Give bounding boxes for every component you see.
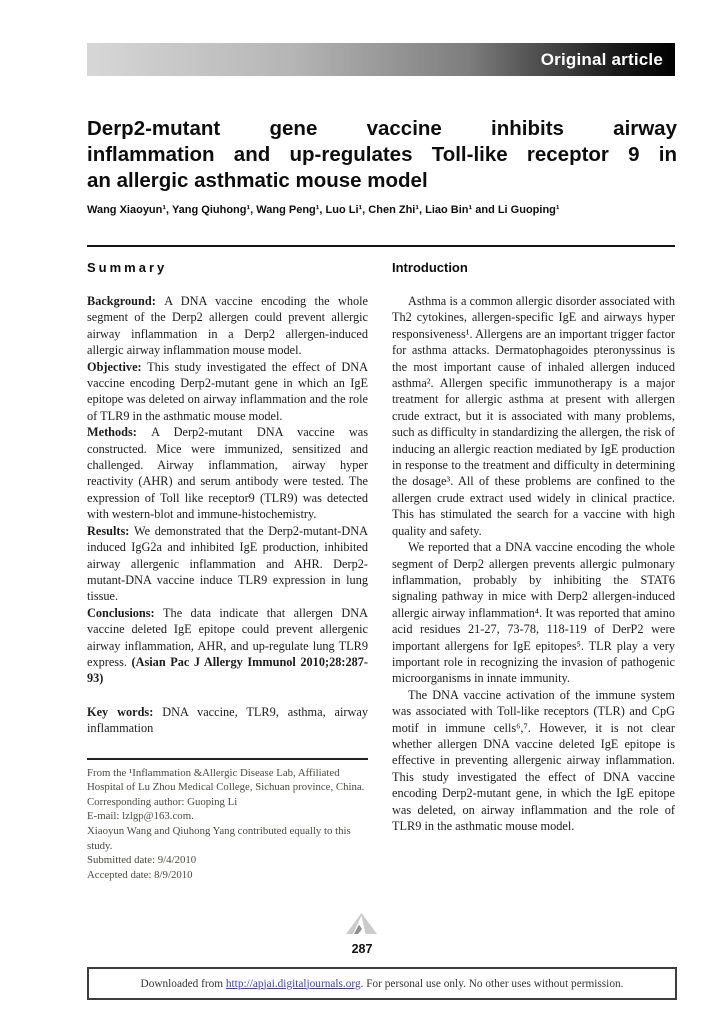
summary-objective-paragraph (87, 359, 368, 425)
two-column-body (87, 260, 677, 882)
summary-conclusions-text: The data indicate that allergen DNA vaccine deleted IgE epitope could prevent allergenic airway inflammation, AHR, and up-regulate lung TLR9 express. (87, 605, 368, 669)
download-notice-prefix: Downloaded from (140, 977, 226, 990)
introduction-paragraph-3: The DNA vaccine activation of the immune system was associated with Toll-like receptors (TLR) and CpG motif in immune cells⁶,⁷. However, it is not clear whether allergen DNA vaccine deleted IgE epitope is effective in preventing allergenic airway inflammation. This study investigated the effect of DNA vaccine encoding Derp2-mutant gene, in which the IgE epitope was deleted, on airway inflammation and the role of TLR9 in the asthmatic mouse model. (392, 687, 675, 833)
journal-site-link[interactable]: http://apjai.digitaljournals.org (225, 977, 361, 990)
summary-background-text: A DNA vaccine encoding the whole segment of the Derp2 allergen could prevent allergic airway inflammation in a Derp2 allergen-induced allergic airway inflammation mouse model. (87, 294, 368, 358)
download-notice-text (141, 978, 624, 990)
footnote-email: E-mail: lzlgp@163.com. (87, 810, 194, 823)
summary-methods-text: A Derp2-mutant DNA vaccine was constructed. Mice were immunized, sensitized and challenged. Airway inflammation, airway hyper reactivity (AHR) and serum antibody were tested. The expression of Toll like receptor9 (TLR9) was detected with western-blot and immune-histochemistry. (87, 425, 368, 522)
article-title-line-2: inflammation and up-regulates Toll-like receptor 9 in (87, 143, 677, 166)
summary-methods-label: Methods: (87, 425, 152, 440)
summary-column (87, 260, 368, 882)
introduction-paragraph-1: Asthma is a common allergic disorder associated with Th2 cytokines, allergen-specific IgE and airways hyper responsiveness¹. Allergens are an important trigger factor for asthma attacks. Dermatophagoides pteronyssinus is the most important cause of inhaled allergen induced asthma². Allergen specific immunotherapy is a major treatment for allergic asthma at present with allergen crude extract, but it is associated with many problems, such as difficulty in standardizing the allergen, the risk of inducing an allergic reaction mediated by IgE production in response to the treatment and difficulty in determining the dosage³. All of these problems are confined to the allergen crude extract used widely in clinical practice. This has stimulated the search for a vaccine with high quality and safety. (392, 294, 675, 538)
article-title (87, 116, 677, 194)
download-notice-box (87, 967, 677, 1000)
footnote-submitted-date: Submitted date: 9/4/2010 (87, 854, 197, 867)
summary-results-label: Results: (87, 523, 134, 538)
summary-objective-text: This study investigated the effect of DNA vaccine encoding Derp2-mutant gene in which an IgE epitope was deleted on airway inflammation and the role of TLR9 in the asthmatic mouse model. (87, 359, 368, 423)
footnote-divider-rule (87, 758, 368, 760)
summary-background-paragraph (87, 293, 368, 359)
journal-citation: (Asian Pac J Allergy Immunol 2010;28:287-93) (87, 654, 369, 686)
article-type-label: Original article (540, 49, 663, 69)
author-list: Wang Xiaoyun¹, Yang Qiuhong¹, Wang Peng¹, Luo Li¹, Chen Zhi¹, Liao Bin¹ and Li Guoping¹ (87, 204, 560, 216)
article-title-line-3: an allergic asthmatic mouse model (87, 169, 428, 192)
summary-conclusions-paragraph (87, 605, 368, 687)
page-content (87, 0, 677, 882)
footnote-block (87, 766, 368, 883)
summary-conclusions-label: Conclusions: (87, 605, 164, 620)
keywords-paragraph (87, 704, 368, 737)
summary-results-text: We demonstrated that the Derp2-mutant-DNA induced IgG2a and inhibited IgE production, inhibited airway allergenic inflammation and AHR. Derp2-mutant-DNA vaccine induce TLR9 expression in lung tissue. (87, 523, 368, 604)
footnote-affiliation: From the ¹Inflammation &Allergic Disease Lab, Affiliated Hospital of Lu Zhou Medical College, Sichuan province, China. (87, 766, 365, 794)
title-divider-rule (87, 245, 675, 247)
summary-background-label: Background: (87, 294, 165, 308)
download-notice-suffix: . For personal use only. No other uses without permission. (360, 977, 624, 990)
keywords-text: DNA vaccine, TLR9, asthma, airway inflammation (87, 704, 369, 736)
summary-heading: Summary (87, 260, 168, 275)
publisher-logo-icon (346, 913, 378, 940)
introduction-column (392, 260, 675, 882)
article-title-line-1: Derp2-mutant gene vaccine inhibits airway (87, 117, 677, 140)
footnote-accepted-date: Accepted date: 8/9/2010 (87, 868, 193, 881)
footnote-corresponding-author: Corresponding author: Guoping Li (87, 795, 238, 808)
summary-objective-label: Objective: (87, 359, 148, 374)
page-number: 287 (351, 942, 373, 956)
page-footer-center (0, 913, 724, 956)
introduction-heading: Introduction (392, 260, 468, 275)
article-type-banner (87, 43, 675, 76)
summary-methods-paragraph (87, 424, 368, 522)
keywords-label: Key words: (87, 704, 163, 719)
summary-results-paragraph (87, 523, 368, 605)
footnote-contribution-note: Xiaoyun Wang and Qiuhong Yang contributed equally to this study. (87, 824, 351, 852)
introduction-paragraph-2: We reported that a DNA vaccine encoding the whole segment of Derp2 allergen prevents allergic pulmonary inflammation, probably by inhibiting the STAT6 signaling pathway in mice with Derp2 allergen-induced allergic airway inflammation⁴. It was reported that amino acid residues 21-27, 73-78, 118-119 of DerP2 were important allergens for IgE epitopes⁵. TLR play a very important role in recognizing the invasion of pathogenic microorganisms in innate immunity. (392, 540, 675, 686)
